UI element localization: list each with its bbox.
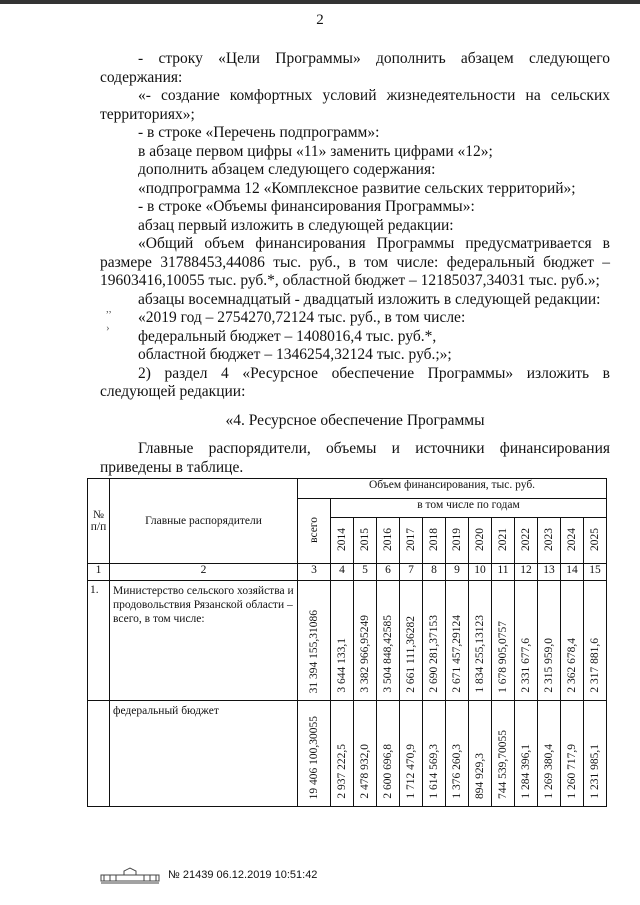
paragraph-1: - строку «Цели Программы» дополнить абзацем следующего содержания: xyxy=(100,50,610,86)
column-number: 2 xyxy=(110,564,298,581)
row-year-value: 2 315 959,0 xyxy=(538,581,561,701)
paragraph-14: 2) раздел 4 «Ресурсное обеспечение Программы» изложить в следующей редакции: xyxy=(100,364,610,400)
document-body xyxy=(100,50,610,477)
paragraph-10: абзацы восемнадцатый - двадцатый изложить в следующей редакции: xyxy=(138,290,601,308)
paragraph-13: областной бюджет – 1346254,32124 тыс. руб.;»; xyxy=(138,346,452,363)
paragraph-8: абзац первый изложить в следующей редакции: xyxy=(138,216,454,234)
column-number: 9 xyxy=(446,564,469,581)
paragraph-7: - в строке «Объемы финансирования Программы»: xyxy=(138,198,475,215)
header-num: № п/п xyxy=(88,479,110,564)
column-number: 14 xyxy=(561,564,584,581)
row-year-value: 1 260 717,9 xyxy=(561,701,584,807)
page-number: 2 xyxy=(316,12,324,28)
header-year: 2017 xyxy=(400,518,423,564)
margin-mark: › xyxy=(106,322,110,334)
paragraph-3: - в строке «Перечень подпрограмм»: xyxy=(138,124,380,141)
footer xyxy=(100,866,500,886)
row-year-value: 2 331 677,6 xyxy=(515,581,538,701)
row-year-value: 1 269 380,4 xyxy=(538,701,561,807)
column-number: 12 xyxy=(515,564,538,581)
column-number: 15 xyxy=(584,564,607,581)
row-year-value: 744 539,70055 xyxy=(492,701,515,807)
scan-top-edge xyxy=(0,0,640,4)
table-row xyxy=(88,581,607,701)
column-number: 1 xyxy=(88,564,110,581)
column-number: 8 xyxy=(423,564,446,581)
header-year: 2025 xyxy=(584,518,607,564)
header-year: 2019 xyxy=(446,518,469,564)
row-year-value: 2 600 696,8 xyxy=(377,701,400,807)
column-number: 5 xyxy=(354,564,377,581)
paragraph-9: «Общий объем финансирования Программы предусматривается в размере 31788453,44086 тыс. руб., в том числе: федеральный бюджет – 19603416,10055 тыс. руб.*, областной бюджет – 12185037,34031 тыс. руб.»; xyxy=(100,235,610,289)
financing-table xyxy=(87,478,607,807)
section-heading: «4. Ресурсное обеспечение Программы xyxy=(225,411,485,429)
row-year-value: 3 504 848,42585 xyxy=(377,581,400,701)
header-year: 2015 xyxy=(354,518,377,564)
row-year-value: 3 382 966,95249 xyxy=(354,581,377,701)
row-total: 31 394 155,31086 xyxy=(298,581,331,701)
paragraph-12: федеральный бюджет – 1408016,4 тыс. руб.*, xyxy=(138,327,437,345)
row-year-value: 2 478 932,0 xyxy=(354,701,377,807)
column-number: 13 xyxy=(538,564,561,581)
header-year: 2024 xyxy=(561,518,584,564)
header-year: 2022 xyxy=(515,518,538,564)
row-year-value: 1 678 905,0757 xyxy=(492,581,515,701)
paragraph-4: в абзаце первом цифры «11» заменить цифрами «12»; xyxy=(138,142,493,160)
row-year-value: 1 712 470,9 xyxy=(400,701,423,807)
row-total: 19 406 100,30055 xyxy=(298,701,331,807)
paragraph-6: «подпрограмма 12 «Комплексное развитие сельских территорий»; xyxy=(138,179,576,197)
row-manager-name: федеральный бюджет xyxy=(110,701,298,807)
column-number: 3 xyxy=(298,564,331,581)
row-year-value: 1 376 260,3 xyxy=(446,701,469,807)
document-info: № 21439 06.12.2019 10:51:42 xyxy=(168,869,318,881)
row-year-value: 2 690 281,37153 xyxy=(423,581,446,701)
header-year: 2021 xyxy=(492,518,515,564)
column-number: 4 xyxy=(331,564,354,581)
row-year-value: 1 614 569,3 xyxy=(423,701,446,807)
government-logo-icon xyxy=(100,866,160,884)
row-year-value: 2 671 457,29124 xyxy=(446,581,469,701)
paragraph-5: дополнить абзацем следующего содержания: xyxy=(138,161,436,178)
header-by-year: в том числе по годам xyxy=(331,499,607,518)
column-number: 11 xyxy=(492,564,515,581)
row-year-value: 3 644 133,1 xyxy=(331,581,354,701)
row-number: 1. xyxy=(88,581,110,701)
row-year-value: 2 317 881,6 xyxy=(584,581,607,701)
header-year: 2014 xyxy=(331,518,354,564)
row-manager-name: Министерство сельского хозяйства и продовольствия Рязанской области – всего, в том числе: xyxy=(110,581,298,701)
table-intro: Главные распорядители, объемы и источники финансирования приведены в таблице. xyxy=(100,440,610,476)
paragraph-11: «2019 год – 2754270,72124 тыс. руб., в том числе: xyxy=(138,309,466,326)
header-year: 2016 xyxy=(377,518,400,564)
header-year: 2018 xyxy=(423,518,446,564)
margin-mark: ,, xyxy=(106,303,112,315)
row-year-value: 2 937 222,5 xyxy=(331,701,354,807)
column-number: 10 xyxy=(469,564,492,581)
row-year-value: 1 284 396,1 xyxy=(515,701,538,807)
row-year-value: 1 231 985,1 xyxy=(584,701,607,807)
header-year: 2020 xyxy=(469,518,492,564)
row-year-value: 2 362 678,4 xyxy=(561,581,584,701)
table-row xyxy=(88,701,607,807)
header-volume: Объем финансирования, тыс. руб. xyxy=(298,479,607,499)
header-year: 2023 xyxy=(538,518,561,564)
paragraph-2: «- создание комфортных условий жизнедеятельности на сельских территориях»; xyxy=(100,87,610,123)
header-managers: Главные распорядители xyxy=(110,479,298,564)
row-year-value: 894 929,3 xyxy=(469,701,492,807)
header-total: всего xyxy=(298,499,331,564)
column-number: 6 xyxy=(377,564,400,581)
column-number: 7 xyxy=(400,564,423,581)
row-year-value: 2 661 111,36282 xyxy=(400,581,423,701)
row-year-value: 1 834 255,13123 xyxy=(469,581,492,701)
row-number xyxy=(88,701,110,807)
